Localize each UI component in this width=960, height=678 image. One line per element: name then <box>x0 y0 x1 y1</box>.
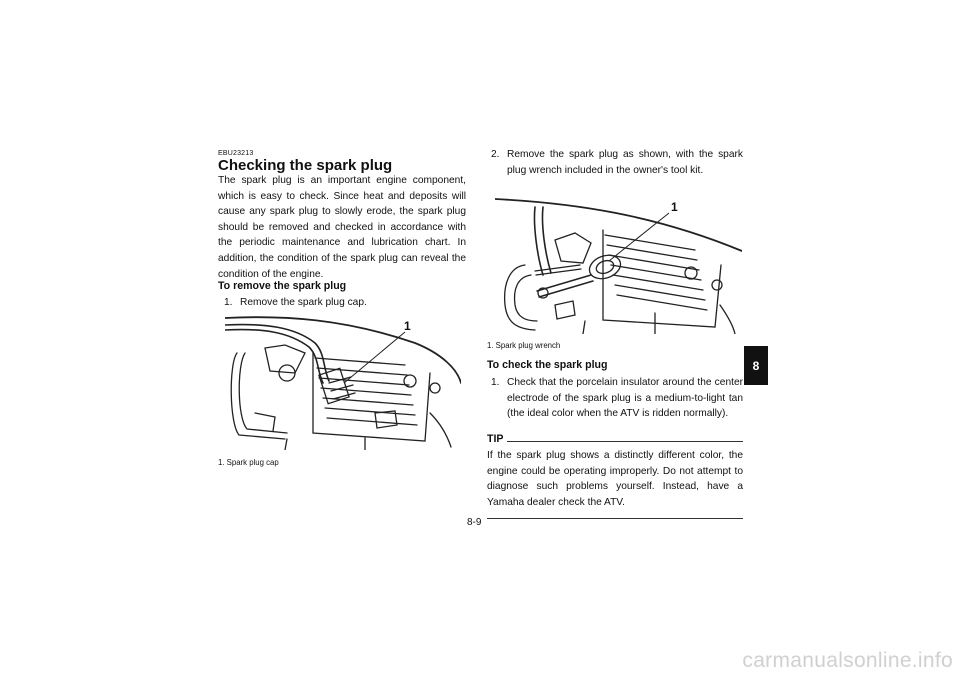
chapter-tab: 8 <box>744 346 768 385</box>
spark-plug-cap-illustration <box>225 313 461 450</box>
check-step-1 <box>491 375 743 422</box>
tip-text: If the spark plug shows a distinctly different color, the engine could be operating improperly. Do not attempt to diagnose such problems yourself. Instead, have a Yamaha dealer check the ATV. <box>487 450 743 508</box>
figure1-callout: 1 <box>404 319 411 333</box>
step-text: Check that the porcelain insulator around the center electrode of the spark plug is a medium-to-light tan (the ideal color when the ATV is ridden normally). <box>507 377 743 420</box>
figure2-callout: 1 <box>671 200 678 214</box>
figure1-caption: 1. Spark plug cap <box>218 458 279 467</box>
tip-label: TIP <box>487 433 504 445</box>
spark-plug-wrench-illustration <box>495 195 742 334</box>
step-number: 1. <box>224 297 233 308</box>
page-number: 8-9 <box>467 517 482 528</box>
check-subheading: To check the spark plug <box>487 359 608 371</box>
remove-step-1 <box>224 295 466 311</box>
remove-step-2 <box>491 147 743 178</box>
step-number: 1. <box>491 377 500 388</box>
document-code: EBU23213 <box>218 150 254 157</box>
watermark: carmanualsonline.info <box>742 649 953 672</box>
tip-end-rule <box>487 518 743 519</box>
step-text: Remove the spark plug cap. <box>240 297 367 308</box>
remove-subheading: To remove the spark plug <box>218 280 347 292</box>
step-number: 2. <box>491 149 500 160</box>
section-heading: Checking the spark plug <box>218 157 393 174</box>
tip-header <box>487 433 743 445</box>
tip-box <box>487 433 743 519</box>
step-text: Remove the spark plug as shown, with the spark plug wrench included in the owner's tool kit. <box>507 149 743 176</box>
tip-rule <box>507 441 743 442</box>
intro-paragraph: The spark plug is an important engine component, which is easy to check. Since heat and deposits will cause any spark plug to slowly erode, the spark plug should be removed and checked in accordance with the periodic maintenance and lubrication chart. In addition, the condition of the spark plug can reveal the condition of the engine. <box>218 175 466 280</box>
figure2-caption: 1. Spark plug wrench <box>487 341 561 350</box>
